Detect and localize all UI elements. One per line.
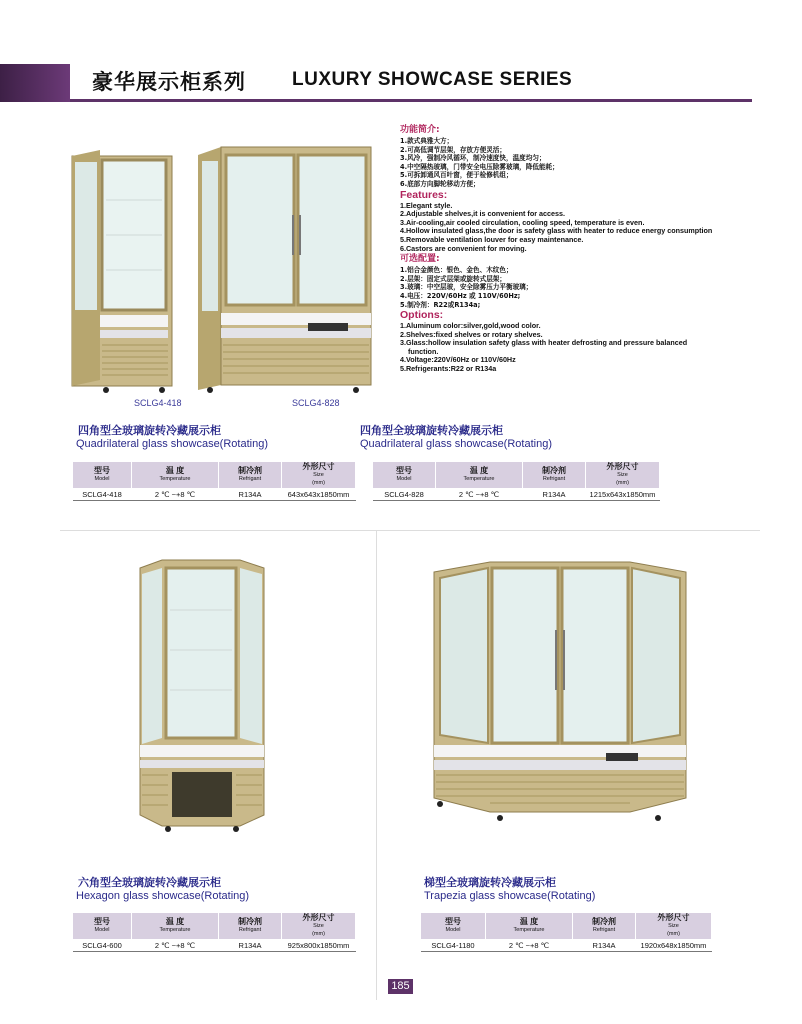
cell-model: SCLG4-600 <box>73 940 132 952</box>
features-en-heading: Features: <box>400 188 448 201</box>
col-temperature: 温 度 Temperature <box>486 913 573 940</box>
cell-refrigerant: R134A <box>219 489 282 501</box>
col-temperature: 温 度 Temperature <box>132 913 219 940</box>
col-temperature: 温 度 Temperature <box>436 462 523 489</box>
product-name-cn: 四角型全玻璃旋转冷藏展示柜 <box>78 424 221 437</box>
option-en-line: 2.Shelves:fixed shelves or rotary shelves. <box>400 329 543 339</box>
page-number: 185 <box>388 979 413 994</box>
showcase-828-image <box>196 145 376 395</box>
cell-size: 1920x648x1850mm <box>636 940 712 952</box>
cell-size: 1215x643x1850mm <box>586 489 660 501</box>
col-temperature: 温 度 Temperature <box>132 462 219 489</box>
features-panel <box>400 124 760 374</box>
feature-en-line: 3.Air-cooling,air cooled circulation, cooling speed, temperature is even. <box>400 217 645 227</box>
header-accent-bar <box>0 64 70 102</box>
spec-table <box>420 912 712 952</box>
feature-cn-line: 4.中空隔热玻璃，门带安全电压除雾玻璃，降低能耗； <box>400 162 559 171</box>
spec-table <box>72 912 356 952</box>
option-en-line: 5.Refrigerants:R22 or R134a <box>400 364 497 374</box>
page-title-en: LUXURY SHOWCASE SERIES <box>292 69 573 90</box>
feature-cn-line: 5.可拆卸通风百叶窗，便于检修机组； <box>400 171 513 180</box>
product-name-cn: 四角型全玻璃旋转冷藏展示柜 <box>360 424 503 437</box>
model-label-418: SCLG4-418 <box>134 398 182 408</box>
col-model: 型号 Model <box>373 462 436 489</box>
cell-temperature: 2 ℃ ~+8 ℃ <box>132 489 219 501</box>
col-size: 外形尺寸 Size (mm) <box>282 913 356 940</box>
options-cn-heading: 可选配置: <box>400 254 440 265</box>
page-title-cn: 豪华展示柜系列 <box>92 70 246 94</box>
table-row <box>73 940 356 952</box>
table-row <box>73 489 356 501</box>
col-refrigerant: 制冷剂 Refrigant <box>219 913 282 940</box>
cell-temperature: 2 ℃ ~+8 ℃ <box>486 940 573 952</box>
option-en-line: function. <box>408 346 439 356</box>
product-name-en: Quadrilateral glass showcase(Rotating) <box>76 438 268 450</box>
feature-cn-line: 6.底部方向脚轮移动方便； <box>400 179 480 188</box>
cell-model: SCLG4-418 <box>73 489 132 501</box>
feature-en-line: 6.Castors are convenient for moving. <box>400 243 527 253</box>
product-name-cn: 六角型全玻璃旋转冷藏展示柜 <box>78 876 221 889</box>
option-cn-line: 4.电压：220V/60Hz 或 110V/60Hz; <box>400 291 521 300</box>
product-name-en: Hexagon glass showcase(Rotating) <box>76 890 250 902</box>
product-name-en: Trapezia glass showcase(Rotating) <box>424 890 596 902</box>
col-size: 外形尺寸 Size (mm) <box>636 913 712 940</box>
spec-table <box>372 461 660 501</box>
table-row <box>373 489 660 501</box>
option-en-line: 3.Glass:hollow insulation safety glass with heater defrosting and pressure balanced <box>400 338 688 348</box>
col-size: 外形尺寸 Size (mm) <box>586 462 660 489</box>
showcase-418-image <box>70 150 180 395</box>
cell-refrigerant: R134A <box>523 489 586 501</box>
option-cn-line: 2.层架：固定式层架或旋转式层架； <box>400 274 506 283</box>
showcase-1180-image <box>430 560 692 830</box>
cell-refrigerant: R134A <box>573 940 636 952</box>
feature-en-line: 5.Removable ventilation louver for easy maintenance. <box>400 234 584 244</box>
section-divider-vertical <box>376 530 377 1000</box>
option-cn-line: 5.制冷剂：R22或R134a; <box>400 300 481 309</box>
col-model: 型号 Model <box>421 913 486 940</box>
header-rule <box>70 99 752 102</box>
spec-table <box>72 461 356 501</box>
cell-temperature: 2 ℃ ~+8 ℃ <box>436 489 523 501</box>
option-cn-line: 1.铝合金颜色：银色、金色、木纹色； <box>400 266 513 275</box>
col-model: 型号 Model <box>73 913 132 940</box>
cell-size: 925x800x1850mm <box>282 940 356 952</box>
feature-en-line: 1.Elegant style. <box>400 200 453 210</box>
options-en-heading: Options: <box>400 309 444 322</box>
cell-model: SCLG4-828 <box>373 489 436 501</box>
feature-cn-line: 1.款式典雅大方； <box>400 137 454 145</box>
product-name-cn: 梯型全玻璃旋转冷藏展示柜 <box>424 876 556 889</box>
col-model: 型号 Model <box>73 462 132 489</box>
feature-cn-line: 3.风冷，强制冷风循环，制冷速度快，温度均匀； <box>400 154 546 163</box>
features-cn-heading: 功能简介: <box>400 125 440 135</box>
col-refrigerant: 制冷剂 Refrigant <box>219 462 282 489</box>
product-name-en: Quadrilateral glass showcase(Rotating) <box>360 438 552 450</box>
feature-en-line: 4.Hollow insulated glass,the door is safety glass with heater to reduce energy consumption <box>400 226 713 236</box>
cell-model: SCLG4-1180 <box>421 940 486 952</box>
option-cn-line: 3.玻璃：中空层玻，安全除雾压力平衡玻璃； <box>400 283 533 292</box>
col-refrigerant: 制冷剂 Refrigant <box>523 462 586 489</box>
cell-size: 643x643x1850mm <box>282 489 356 501</box>
feature-cn-line: 2.可高低调节层架，存放方便灵活； <box>400 145 506 154</box>
table-row <box>421 940 712 952</box>
cell-refrigerant: R134A <box>219 940 282 952</box>
col-refrigerant: 制冷剂 Refrigant <box>573 913 636 940</box>
feature-en-line: 2.Adjustable shelves,it is convenient for access. <box>400 209 565 219</box>
option-en-line: 4.Voltage:220V/60Hz or 110V/60Hz <box>400 355 516 365</box>
cell-temperature: 2 ℃ ~+8 ℃ <box>132 940 219 952</box>
model-label-828: SCLG4-828 <box>292 398 340 408</box>
showcase-600-image <box>132 560 272 835</box>
col-size: 外形尺寸 Size (mm) <box>282 462 356 489</box>
option-en-line: 1.Aluminum color:silver,gold,wood color. <box>400 321 541 331</box>
section-divider-horizontal <box>60 530 760 531</box>
